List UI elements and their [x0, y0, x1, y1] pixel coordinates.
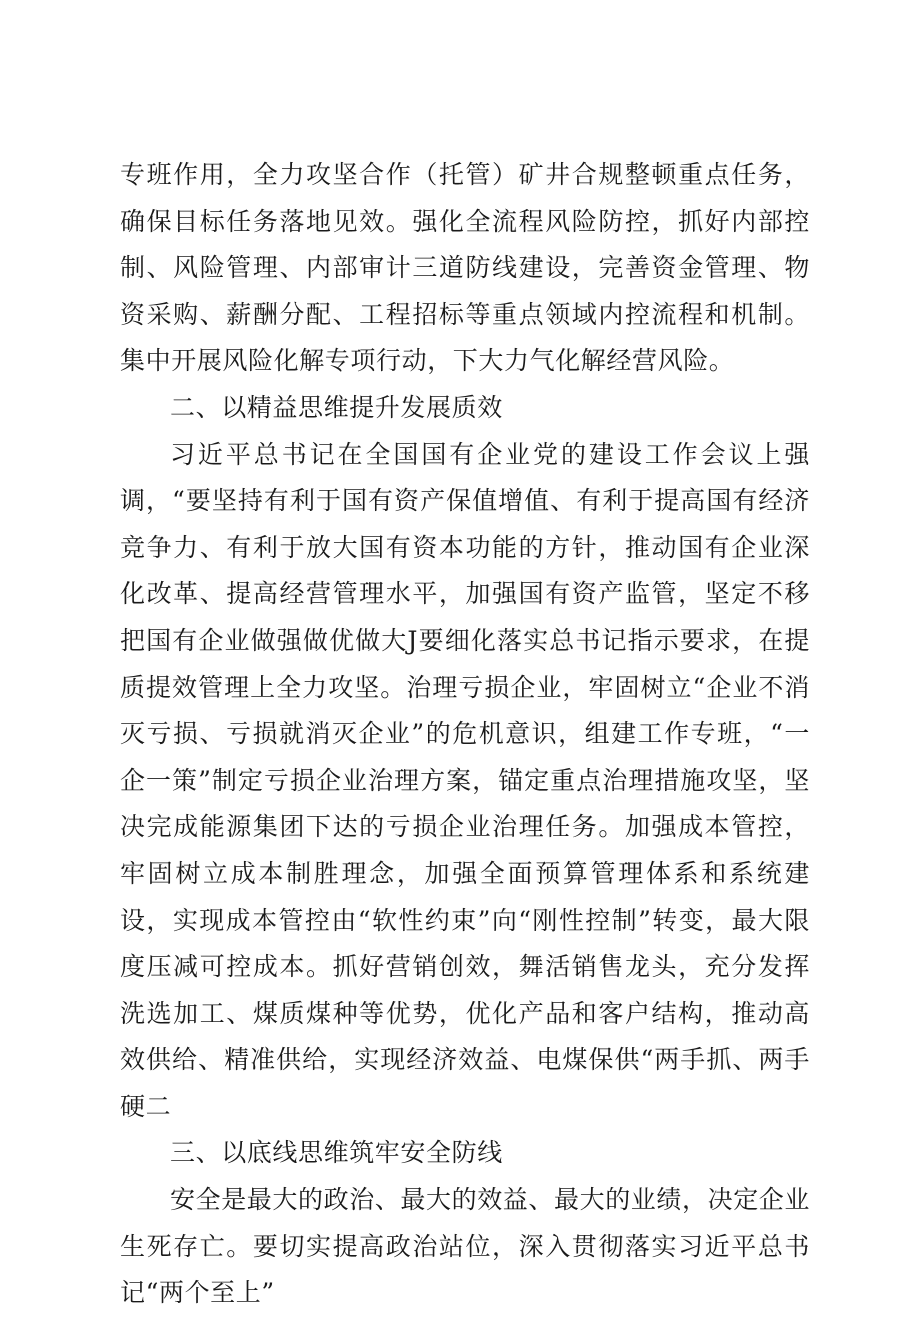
document-body [120, 152, 810, 1317]
paragraph-continued: 专班作用，全力攻坚合作（托管）矿井合规整顿重点任务，确保目标任务落地见效。强化全流程风险防控，抓好内部控制、风险管理、内部审计三道防线建设，完善资金管理、物资采购、薪酬分配、工程招标等重点领域内控流程和机制。集中开展风险化解专项行动，下大力气化解经营风险。 [120, 160, 810, 376]
paragraph-section-3: 安全是最大的政治、最大的效益、最大的业绩，决定企业生死存亡。要切实提高政治站位，深入贯彻落实习近平总书记“两个至上” [120, 1185, 811, 1308]
section-heading-2: 二、以精益思维提升发展质效 [170, 392, 503, 422]
section-heading-3: 三、以底线思维筑牢安全防线 [170, 1138, 503, 1168]
paragraph-section-2: 习近平总书记在全国国有企业党的建设工作会议上强调，“要坚持有利于国有资产保值增值、有利于提高国有经济竞争力、有利于放大国有资本功能的方针，推动国有企业深化改革、提高经营管理水平，加强国有资产监管，坚定不移把国有企业做强做优做大J要细化落实总书记指示要求，在提质提效管理上全力攻坚。治理亏损企业，牢固树立“企业不消灭亏损、亏损就消灭企业”的危机意识，组建工作专班，“一企一策”制定亏损企业治理方案，锚定重点治理措施攻坚，坚决完成能源集团下达的亏损企业治理任务。加强成本管控，牢固树立成本制胜理念，加强全面预算管理体系和系统建设，实现成本管控由“软性约束”向“刚性控制”转变，最大限度压减可控成本。抓好营销创效，舞活销售龙头，充分发挥洗选加工、煤质煤种等优势，优化产品和客户结构，推动高效供给、精准供给，实现经济效益、电煤保供“两手抓、两手硬二 [120, 439, 810, 1121]
